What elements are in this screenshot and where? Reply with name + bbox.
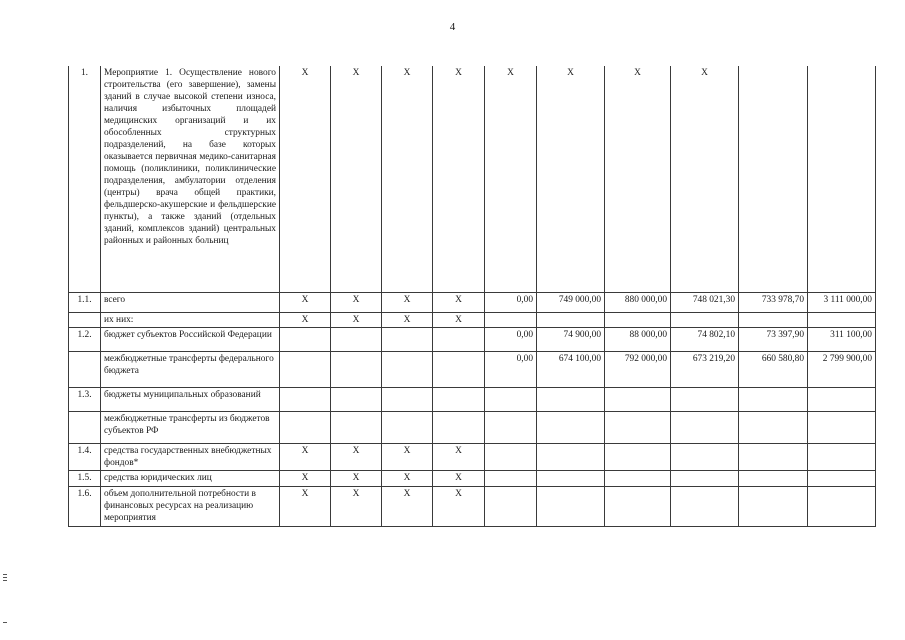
value-cell: 660 580,80 [739, 351, 808, 387]
value-cell [537, 486, 605, 526]
x-mark: X [280, 486, 331, 526]
x-mark [433, 351, 485, 387]
row-number: 1.4. [69, 443, 101, 470]
x-mark [280, 351, 331, 387]
x-mark: X [382, 66, 433, 292]
x-mark [433, 327, 485, 351]
x-mark: X [331, 292, 382, 312]
table-row [69, 411, 876, 443]
scan-margin-mark [3, 577, 7, 578]
value-cell [605, 312, 671, 327]
value-cell [739, 387, 808, 411]
x-mark [331, 351, 382, 387]
row-description: межбюджетные трансферты федерального бюджета [101, 351, 280, 387]
x-mark: X [433, 312, 485, 327]
value-cell [537, 387, 605, 411]
value-cell: 73 397,90 [739, 327, 808, 351]
x-mark: X [331, 443, 382, 470]
value-cell: 748 021,30 [671, 292, 739, 312]
row-description: средства государственных внебюджетных фондов* [101, 443, 280, 470]
value-cell: 0,00 [485, 292, 537, 312]
x-mark: X [485, 66, 537, 292]
value-cell: 673 219,20 [671, 351, 739, 387]
x-mark [382, 327, 433, 351]
value-cell [739, 66, 808, 292]
row-description: бюджет субъектов Российской Федерации [101, 327, 280, 351]
x-mark [280, 411, 331, 443]
value-cell [537, 312, 605, 327]
x-mark: X [280, 66, 331, 292]
value-cell [537, 470, 605, 486]
x-mark: X [433, 486, 485, 526]
row-description: межбюджетные трансферты из бюджетов субъектов РФ [101, 411, 280, 443]
value-cell [605, 387, 671, 411]
scan-margin-mark [3, 622, 7, 623]
x-mark [280, 327, 331, 351]
value-cell [537, 443, 605, 470]
x-mark: X [433, 66, 485, 292]
value-cell: 880 000,00 [605, 292, 671, 312]
value-cell [739, 312, 808, 327]
x-mark [331, 327, 382, 351]
financing-table [68, 66, 876, 527]
row-number: 1.1. [69, 292, 101, 312]
x-mark [433, 411, 485, 443]
x-mark: X [382, 486, 433, 526]
value-cell [671, 486, 739, 526]
value-cell: 0,00 [485, 351, 537, 387]
x-mark [382, 411, 433, 443]
value-cell [671, 411, 739, 443]
x-mark [433, 387, 485, 411]
value-cell [605, 411, 671, 443]
value-cell: 74 802,10 [671, 327, 739, 351]
value-cell [808, 411, 876, 443]
table-row [69, 327, 876, 351]
row-description: бюджеты муниципальных образований [101, 387, 280, 411]
row-number: 1.6. [69, 486, 101, 526]
value-cell: 749 000,00 [537, 292, 605, 312]
row-description: объем дополнительной потребности в финансовых ресурсах на реализацию мероприятия [101, 486, 280, 526]
scan-margin-mark [3, 574, 7, 575]
row-number: 1. [69, 66, 101, 292]
value-cell: 2 799 900,00 [808, 351, 876, 387]
row-number [69, 351, 101, 387]
x-mark: X [280, 292, 331, 312]
value-cell [739, 443, 808, 470]
value-cell [485, 387, 537, 411]
value-cell [671, 387, 739, 411]
value-cell [537, 411, 605, 443]
row-description: средства юридических лиц [101, 470, 280, 486]
value-cell [808, 470, 876, 486]
value-cell [808, 66, 876, 292]
value-cell [808, 387, 876, 411]
x-mark: X [382, 443, 433, 470]
row-number: 1.2. [69, 327, 101, 351]
row-description: их них: [101, 312, 280, 327]
value-cell [485, 470, 537, 486]
row-description: Мероприятие 1. Осуществление нового строительства (его завершение), замены зданий в случае высокой степени износа, наличия избыточных площадей медицинских организаций и их обособленных структурных подразделений, на базе которых оказывается первичная медико-санитарная помощь (поликлиники, поликлинические подразделения, амбулатории отделения (центры) врача общей практики, фельдшерско-акушерские и фельдшерские пункты), а также зданий (отдельных зданий, комплексов зданий) центральных районных и районных больниц [101, 66, 280, 292]
value-cell: 88 000,00 [605, 327, 671, 351]
x-mark: X [382, 470, 433, 486]
value-cell [671, 470, 739, 486]
value-cell: 74 900,00 [537, 327, 605, 351]
value-cell [605, 486, 671, 526]
x-mark: X [433, 443, 485, 470]
table-row [69, 470, 876, 486]
x-mark: X [331, 66, 382, 292]
x-mark: X [671, 66, 739, 292]
x-mark [382, 387, 433, 411]
value-cell [485, 443, 537, 470]
x-mark: X [331, 486, 382, 526]
value-cell [808, 486, 876, 526]
value-cell [739, 470, 808, 486]
table-row [69, 312, 876, 327]
value-cell: 0,00 [485, 327, 537, 351]
row-number [69, 411, 101, 443]
table-row [69, 387, 876, 411]
x-mark: X [433, 470, 485, 486]
page-number: 4 [449, 21, 456, 33]
value-cell: 3 111 000,00 [808, 292, 876, 312]
value-cell [485, 411, 537, 443]
table-row [69, 443, 876, 470]
value-cell [808, 443, 876, 470]
value-cell [485, 312, 537, 327]
x-mark [280, 387, 331, 411]
x-mark [331, 411, 382, 443]
value-cell: 792 000,00 [605, 351, 671, 387]
x-mark [382, 351, 433, 387]
value-cell: 733 978,70 [739, 292, 808, 312]
value-cell [605, 443, 671, 470]
x-mark: X [382, 292, 433, 312]
row-description: всего [101, 292, 280, 312]
row-number: 1.3. [69, 387, 101, 411]
value-cell [485, 486, 537, 526]
x-mark: X [537, 66, 605, 292]
table-row [69, 351, 876, 387]
value-cell [808, 312, 876, 327]
x-mark: X [605, 66, 671, 292]
scan-margin-mark [3, 580, 7, 581]
x-mark: X [280, 470, 331, 486]
x-mark: X [331, 312, 382, 327]
value-cell [605, 470, 671, 486]
x-mark: X [280, 312, 331, 327]
x-mark: X [433, 292, 485, 312]
table-row [69, 292, 876, 312]
row-number [69, 312, 101, 327]
value-cell [739, 486, 808, 526]
x-mark: X [280, 443, 331, 470]
value-cell: 311 100,00 [808, 327, 876, 351]
x-mark: X [331, 470, 382, 486]
value-cell [671, 443, 739, 470]
row-number: 1.5. [69, 470, 101, 486]
x-mark: X [382, 312, 433, 327]
table-row [69, 66, 876, 292]
table-row [69, 486, 876, 526]
value-cell [739, 411, 808, 443]
value-cell: 674 100,00 [537, 351, 605, 387]
x-mark [331, 387, 382, 411]
value-cell [671, 312, 739, 327]
